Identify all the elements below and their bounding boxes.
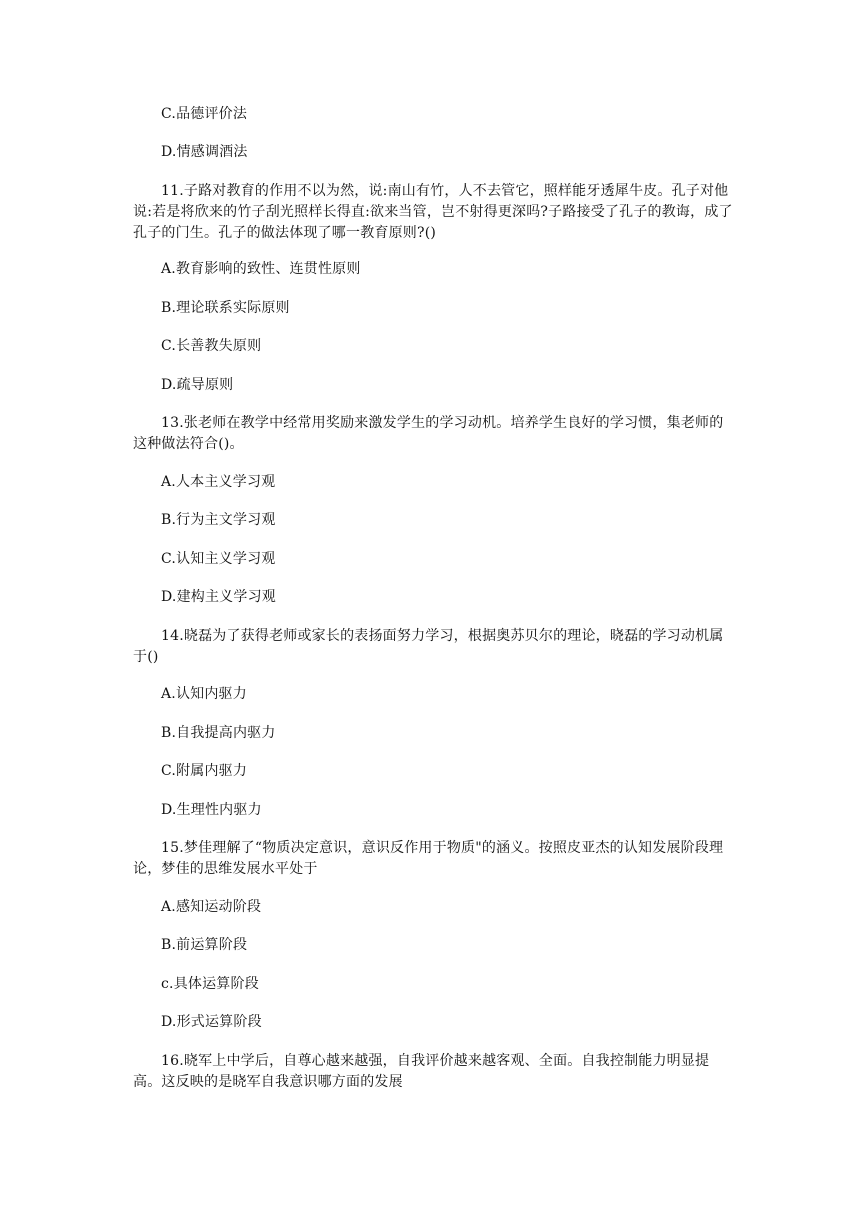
q13-option-c: C.认知主义学习观 xyxy=(161,551,276,567)
q13-option-b: B.行为主文学习观 xyxy=(161,512,276,528)
question-13: 13.张老师在教学中经常用奖励来激发学生的学习动机。培养学生良好的学习惯，集老师的这种做法符合()。 xyxy=(133,415,724,452)
q15-option-b: B.前运算阶段 xyxy=(161,937,248,953)
q14-option-d: D.生理性内驱力 xyxy=(161,802,262,818)
q14-option-c: C.附属内驱力 xyxy=(161,763,248,779)
q11-option-b: B.理论联系实际原则 xyxy=(161,300,290,316)
q11-option-d: D.疏导原则 xyxy=(161,377,234,393)
question-14: 14.晓磊为了获得老师或家长的表扬面努力学习，根据奥苏贝尔的理论，晓磊的学习动机属于() xyxy=(133,628,724,665)
q13-option-a: A.人本主义学习观 xyxy=(161,474,276,490)
q15-option-a: A.感知运动阶段 xyxy=(161,899,262,915)
q15-option-c: c.具体运算阶段 xyxy=(161,976,259,992)
q13-option-d: D.建构主义学习观 xyxy=(161,589,276,605)
q14-option-b: B.自我提高内驱力 xyxy=(161,725,276,741)
question-11: 11.子路对教育的作用不以为然，说:南山有竹，人不去管它，照样能牙透犀牛皮。孔子对他说:若是将欣来的竹子刮光照样长得直:欲来当管，岂不射得更深吗?子路接受了孔子的教诲，成了孔子的门生。孔子的做法体现了哪一教育原则?() xyxy=(133,183,733,241)
question-16: 16.晓军上中学后，自尊心越来越强，自我评价越来越客观、全面。自我控制能力明显提高。这反映的是晓军自我意识哪方面的发展 xyxy=(133,1053,710,1090)
q15-option-d: D.形式运算阶段 xyxy=(161,1014,262,1030)
q11-option-c: C.长善教失原则 xyxy=(161,338,262,354)
option-d-prev: D.情感调酒法 xyxy=(161,144,248,160)
question-15: 15.梦佳理解了“物质决定意识，意识反作用于物质"的涵义。按照皮亚杰的认知发展阶段理论，梦佳的思维发展水平处于 xyxy=(133,840,724,877)
option-c-prev: C.品德评价法 xyxy=(161,106,248,122)
q11-option-a: A.教育影响的致性、连贯性原则 xyxy=(161,261,361,277)
q14-option-a: A.认知内驱力 xyxy=(161,686,247,702)
